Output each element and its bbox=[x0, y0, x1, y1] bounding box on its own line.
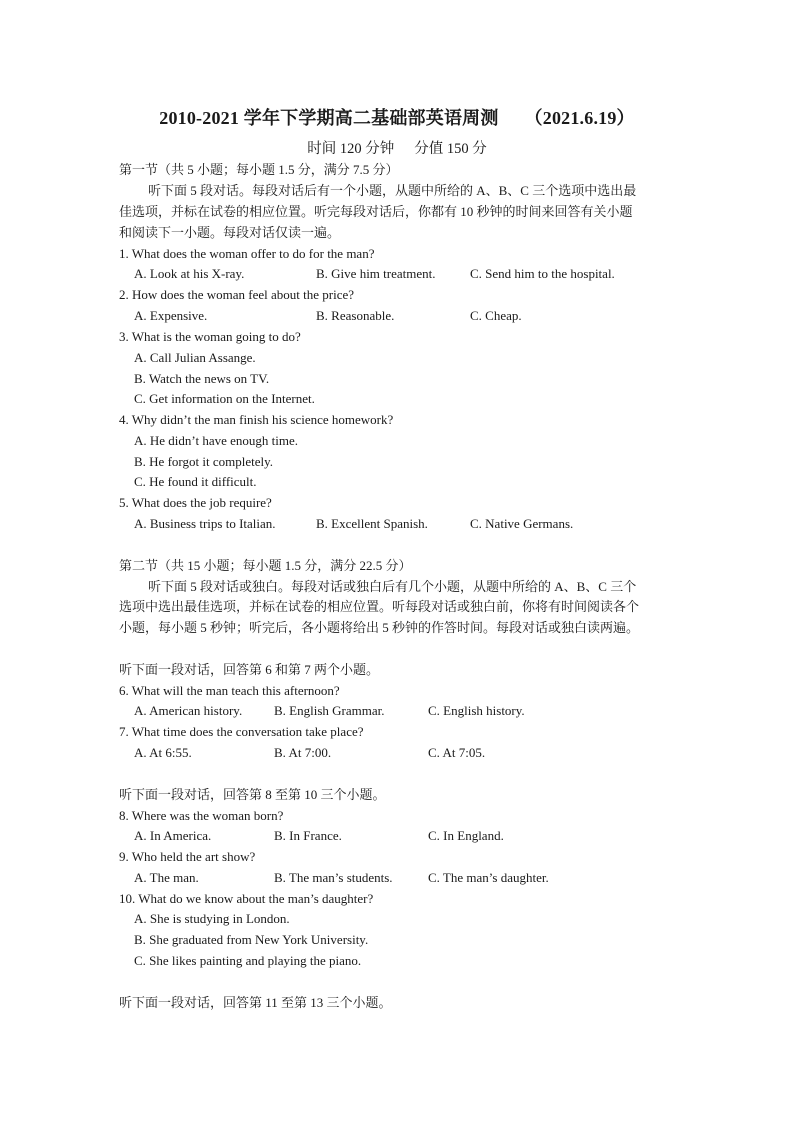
option-b: B. He forgot it completely. bbox=[134, 454, 274, 469]
group-intro: 听下面一段对话，回答第 11 至第 13 三个小题。 bbox=[119, 995, 392, 1010]
option-c: C. English history. bbox=[428, 703, 525, 718]
option-c: C. The man’s daughter. bbox=[428, 870, 549, 885]
option-a: A. At 6:55. bbox=[134, 745, 192, 760]
option-b: B. Excellent Spanish. bbox=[316, 516, 428, 531]
option-b: B. At 7:00. bbox=[274, 745, 332, 760]
section2-instruction-line: 选项中选出最佳选项，并标在试卷的相应位置。听每段对话或独白前，你将有时间阅读各个 bbox=[119, 599, 640, 614]
section2-instruction-line: 听下面 5 段对话或独白。每段对话或独白后有几个小题，从题中所给的 A、B、C 三个 bbox=[148, 579, 637, 594]
question-8: 8. Where was the woman born? bbox=[119, 808, 284, 823]
option-b: B. The man’s students. bbox=[274, 870, 393, 885]
section2-heading: 第二节（共 15 小题；每小题 1.5 分，满分 22.5 分） bbox=[119, 558, 412, 573]
option-a: A. American history. bbox=[134, 703, 243, 718]
option-a: A. Expensive. bbox=[134, 308, 208, 323]
option-c: C. Cheap. bbox=[470, 308, 522, 323]
section2-instruction-line: 小题，每小题 5 秒钟；听完后，各小题将给出 5 秒钟的作答时间。每段对话或独白读两遍。 bbox=[119, 620, 640, 635]
exam-score: 分值 150 分 bbox=[414, 141, 487, 157]
question-7: 7. What time does the conversation take place? bbox=[119, 724, 364, 739]
option-c: C. He found it difficult. bbox=[134, 474, 257, 489]
option-b: B. In France. bbox=[274, 828, 342, 843]
section1-heading: 第一节（共 5 小题；每小题 1.5 分，满分 7.5 分） bbox=[119, 162, 399, 177]
question-6: 6. What will the man teach this afternoon? bbox=[119, 683, 340, 698]
option-c: C. She likes painting and playing the piano. bbox=[134, 953, 362, 968]
option-a: A. The man. bbox=[134, 870, 199, 885]
option-b: B. Reasonable. bbox=[316, 308, 395, 323]
question-4: 4. Why didn’t the man finish his science homework? bbox=[119, 412, 394, 427]
group-intro: 听下面一段对话，回答第 8 至第 10 三个小题。 bbox=[119, 787, 386, 802]
option-a: A. Call Julian Assange. bbox=[134, 350, 256, 365]
option-b: B. Watch the news on TV. bbox=[134, 371, 270, 386]
exam-info bbox=[0, 137, 794, 158]
section1-instruction-line: 佳选项，并标在试卷的相应位置。听完每段对话后，你都有 10 秒钟的时间来回答有关小题 bbox=[119, 204, 633, 219]
option-a: A. She is studying in London. bbox=[134, 911, 290, 926]
question-1: 1. What does the woman offer to do for the man? bbox=[119, 246, 375, 261]
option-a: A. In America. bbox=[134, 828, 212, 843]
exam-time: 时间 120 分钟 bbox=[307, 141, 395, 157]
option-a: A. Look at his X-ray. bbox=[134, 266, 245, 281]
section1-instruction-line: 和阅读下一小题。每段对话仅读一遍。 bbox=[119, 225, 341, 240]
title-text: 2010-2021 学年下学期高二基础部英语周测 bbox=[159, 108, 499, 128]
option-c: C. Native Germans. bbox=[470, 516, 574, 531]
exam-date: （2021.6.19） bbox=[524, 108, 635, 128]
option-a: A. Business trips to Italian. bbox=[134, 516, 276, 531]
option-c: C. Get information on the Internet. bbox=[134, 391, 315, 406]
question-10: 10. What do we know about the man’s daughter? bbox=[119, 891, 374, 906]
question-3: 3. What is the woman going to do? bbox=[119, 329, 301, 344]
group-intro: 听下面一段对话，回答第 6 和第 7 两个小题。 bbox=[119, 662, 380, 677]
question-9: 9. Who held the art show? bbox=[119, 849, 256, 864]
option-b: B. Give him treatment. bbox=[316, 266, 436, 281]
section1-instruction-line: 听下面 5 段对话。每段对话后有一个小题，从题中所给的 A、B、C 三个选项中选出最 bbox=[148, 183, 637, 198]
question-5: 5. What does the job require? bbox=[119, 495, 272, 510]
option-b: B. She graduated from New York University. bbox=[134, 932, 369, 947]
option-c: C. In England. bbox=[428, 828, 504, 843]
option-a: A. He didn’t have enough time. bbox=[134, 433, 299, 448]
option-c: C. At 7:05. bbox=[428, 745, 486, 760]
exam-title bbox=[0, 104, 794, 130]
option-b: B. English Grammar. bbox=[274, 703, 385, 718]
option-c: C. Send him to the hospital. bbox=[470, 266, 615, 281]
question-2: 2. How does the woman feel about the price? bbox=[119, 287, 355, 302]
